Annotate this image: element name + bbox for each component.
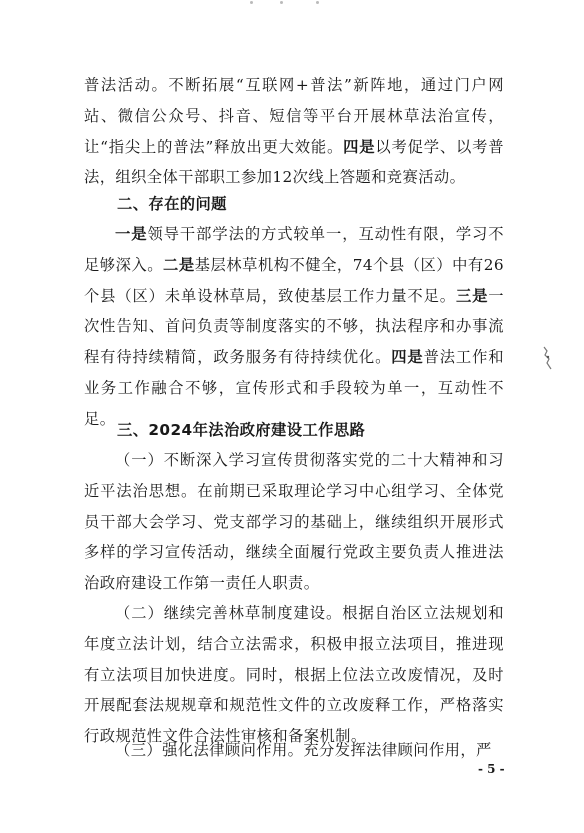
section-heading-plan: 三、2024年法治政府建设工作思路 <box>117 421 366 439</box>
paragraph-study: （一）不断深入学习宣传贯彻落实党的二十大精神和习近平法治思想。在前期已采取理论学习中心组学习、全体党员干部大会学习、党支部学习的基础上，继续组织开展形式多样的学习宣传活动，继续全面履行党政主要负责人推进法治政府建设工作第一责任人职责。 <box>84 451 504 593</box>
paragraph-text: 普法活动。不断拓展“互联网+普法”新阵地，通过门户网站、微信公众号、抖音、短信等平台开展林草法治宣传，让“指尖上的普法”释放出更大效能。 <box>84 76 504 156</box>
scan-speck <box>541 345 555 373</box>
paragraph-legal-advisor: （三）强化法律顾问作用。充分发挥法律顾问作用，严 <box>115 741 492 759</box>
bold-lead: 四是 <box>343 137 376 156</box>
bold-lead: 四是 <box>391 348 424 367</box>
paragraph-text: 基层林草机构不健全，74个县（区）中有26个县（区）未单设林草局，致使基层工作力量不足。 <box>84 255 504 305</box>
paragraph-system: （二）继续完善林草制度建设。根据自治区立法规划和年度立法计划，结合立法需求，积极申报立法项目，推进现有立法项目加快进度。同时，根据上位法立改废情况，及时开展配套法规规章和规范性文件的立改废释工作，严格落实行政规范性文件合法性审核和备案机制。 <box>84 604 504 746</box>
page-number: - 5 - <box>478 762 505 776</box>
paragraph-text: 普法工作和业务工作融合不够，宣传形式和手段较为单一，互动性不足。 <box>84 348 504 428</box>
paragraph-problems <box>84 219 504 435</box>
bold-lead: 二是 <box>163 255 195 274</box>
paragraph-promotion <box>84 70 504 193</box>
scan-mark <box>246 0 336 6</box>
paragraph-text: 领导干部学法的方式较单一，互动性有限，学习不足够深入。 <box>84 225 504 274</box>
section-heading-problems: 二、存在的问题 <box>117 195 227 213</box>
paragraph-text: 以考促学、以考普法，组织全体干部职工参加12次线上答题和竞赛活动。 <box>84 137 504 187</box>
paragraph-text: 一次性告知、首问负责等制度落实的不够，执法程序和办事流程有待持续精简，政务服务有待持续优化。 <box>84 286 504 367</box>
bold-lead: 一是 <box>115 225 148 243</box>
bold-lead: 三是 <box>455 286 489 305</box>
